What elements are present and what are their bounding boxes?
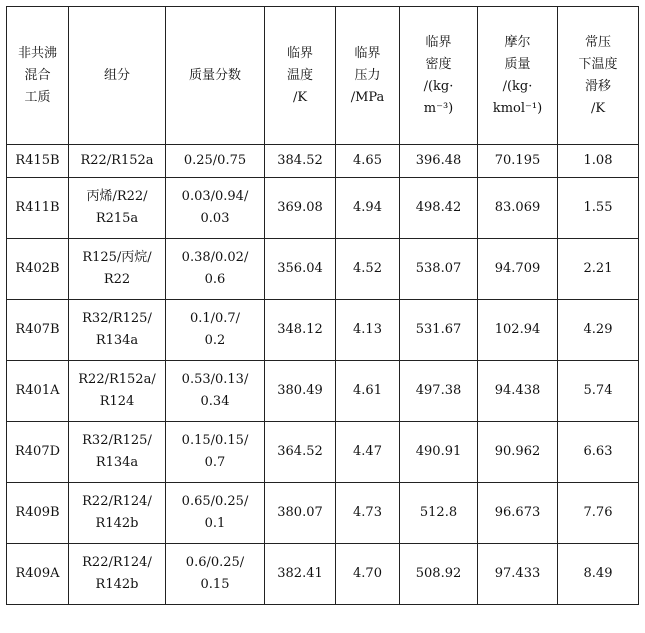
header-temperature-glide: 常压 下温度 滑移 /K	[558, 7, 639, 145]
header-critical-density: 临界 密度 /(kg· m⁻³)	[400, 7, 478, 145]
cell-components: R32/R125/ R134a	[69, 422, 166, 483]
table-row	[7, 361, 639, 422]
cell-components: R22/R152a	[69, 145, 166, 178]
cell-molar-mass: 97.433	[478, 544, 558, 605]
cell-mass-fraction: 0.38/0.02/ 0.6	[166, 239, 265, 300]
cell-temperature-glide: 2.21	[558, 239, 639, 300]
cell-mass-fraction: 0.65/0.25/ 0.1	[166, 483, 265, 544]
header-critical-pressure: 临界 压力 /MPa	[336, 7, 400, 145]
cell-mass-fraction: 0.1/0.7/ 0.2	[166, 300, 265, 361]
header-molar-mass: 摩尔 质量 /(kg· kmol⁻¹)	[478, 7, 558, 145]
table-row	[7, 300, 639, 361]
cell-mixture: R415B	[7, 145, 69, 178]
cell-mass-fraction: 0.25/0.75	[166, 145, 265, 178]
cell-mass-fraction: 0.53/0.13/ 0.34	[166, 361, 265, 422]
cell-molar-mass: 70.195	[478, 145, 558, 178]
header-mixture: 非共沸 混合 工质	[7, 7, 69, 145]
cell-mass-fraction: 0.03/0.94/ 0.03	[166, 178, 265, 239]
cell-temperature-glide: 6.63	[558, 422, 639, 483]
cell-critical-pressure: 4.13	[336, 300, 400, 361]
cell-mixture: R409B	[7, 483, 69, 544]
cell-components: R32/R125/ R134a	[69, 300, 166, 361]
cell-mixture: R401A	[7, 361, 69, 422]
cell-mixture: R407D	[7, 422, 69, 483]
cell-molar-mass: 83.069	[478, 178, 558, 239]
cell-mixture: R402B	[7, 239, 69, 300]
cell-critical-density: 490.91	[400, 422, 478, 483]
table-row	[7, 422, 639, 483]
cell-critical-density: 508.92	[400, 544, 478, 605]
cell-critical-pressure: 4.73	[336, 483, 400, 544]
cell-temperature-glide: 4.29	[558, 300, 639, 361]
cell-molar-mass: 96.673	[478, 483, 558, 544]
cell-critical-pressure: 4.47	[336, 422, 400, 483]
cell-critical-temperature: 380.49	[265, 361, 336, 422]
cell-molar-mass: 94.709	[478, 239, 558, 300]
cell-critical-temperature: 382.41	[265, 544, 336, 605]
table-header-row	[7, 7, 639, 145]
cell-components: R22/R124/ R142b	[69, 483, 166, 544]
header-components: 组分	[69, 7, 166, 145]
table-row	[7, 544, 639, 605]
cell-molar-mass: 90.962	[478, 422, 558, 483]
cell-molar-mass: 102.94	[478, 300, 558, 361]
data-table-container	[6, 6, 639, 605]
cell-critical-density: 396.48	[400, 145, 478, 178]
cell-components: R22/R152a/ R124	[69, 361, 166, 422]
cell-components: R125/丙烷/ R22	[69, 239, 166, 300]
cell-mass-fraction: 0.6/0.25/ 0.15	[166, 544, 265, 605]
cell-critical-pressure: 4.65	[336, 145, 400, 178]
cell-mixture: R409A	[7, 544, 69, 605]
cell-critical-temperature: 369.08	[265, 178, 336, 239]
cell-critical-density: 497.38	[400, 361, 478, 422]
cell-temperature-glide: 5.74	[558, 361, 639, 422]
cell-molar-mass: 94.438	[478, 361, 558, 422]
cell-critical-temperature: 356.04	[265, 239, 336, 300]
cell-critical-pressure: 4.52	[336, 239, 400, 300]
cell-components: 丙烯/R22/ R215a	[69, 178, 166, 239]
header-critical-temperature: 临界 温度 /K	[265, 7, 336, 145]
table-row	[7, 483, 639, 544]
cell-critical-density: 538.07	[400, 239, 478, 300]
cell-critical-temperature: 380.07	[265, 483, 336, 544]
cell-critical-temperature: 384.52	[265, 145, 336, 178]
table-row	[7, 178, 639, 239]
cell-temperature-glide: 7.76	[558, 483, 639, 544]
table-row	[7, 239, 639, 300]
cell-temperature-glide: 1.55	[558, 178, 639, 239]
cell-temperature-glide: 1.08	[558, 145, 639, 178]
cell-components: R22/R124/ R142b	[69, 544, 166, 605]
cell-critical-density: 512.8	[400, 483, 478, 544]
cell-critical-temperature: 348.12	[265, 300, 336, 361]
cell-critical-pressure: 4.70	[336, 544, 400, 605]
cell-critical-pressure: 4.94	[336, 178, 400, 239]
cell-critical-density: 531.67	[400, 300, 478, 361]
cell-critical-temperature: 364.52	[265, 422, 336, 483]
refrigerant-properties-table	[6, 6, 639, 605]
cell-mixture: R407B	[7, 300, 69, 361]
cell-critical-density: 498.42	[400, 178, 478, 239]
cell-temperature-glide: 8.49	[558, 544, 639, 605]
table-row	[7, 145, 639, 178]
cell-critical-pressure: 4.61	[336, 361, 400, 422]
cell-mass-fraction: 0.15/0.15/ 0.7	[166, 422, 265, 483]
cell-mixture: R411B	[7, 178, 69, 239]
header-mass-fraction: 质量分数	[166, 7, 265, 145]
